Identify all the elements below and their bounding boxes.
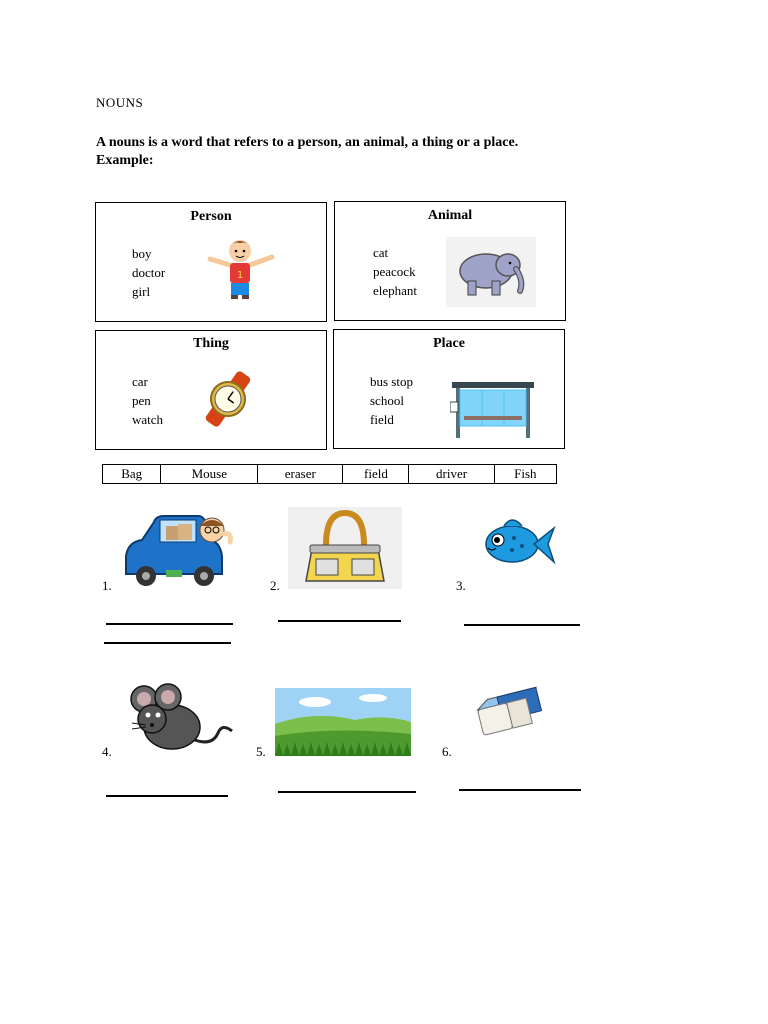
word-bank-item: Fish xyxy=(494,465,556,484)
page-title: NOUNS xyxy=(96,95,144,110)
category-title: Thing xyxy=(193,336,229,351)
exercise-number: 1. xyxy=(102,578,112,593)
word-list xyxy=(370,372,413,429)
eraser-picture xyxy=(466,672,556,744)
word-list xyxy=(373,243,417,300)
word: boy xyxy=(132,246,152,261)
answer-line[interactable] xyxy=(106,623,233,625)
word: bus stop xyxy=(370,374,413,389)
word-bank-item: Mouse xyxy=(161,465,258,484)
category-title: Place xyxy=(433,336,465,351)
exercise-number: 4. xyxy=(102,744,112,759)
word-list xyxy=(132,372,163,429)
word-bank-item: Bag xyxy=(103,465,161,484)
word: field xyxy=(370,412,394,427)
word: watch xyxy=(132,412,164,427)
category-title: Person xyxy=(190,209,232,224)
bus-stop-icon xyxy=(450,380,536,438)
category-box-animal xyxy=(334,201,566,321)
exercise-number: 2. xyxy=(270,578,280,593)
exercise-number: 5. xyxy=(256,744,266,759)
boy-icon xyxy=(202,235,278,301)
watch-icon xyxy=(194,369,262,429)
word-bank xyxy=(102,464,557,484)
answer-line[interactable] xyxy=(464,624,580,626)
mouse-picture xyxy=(122,683,234,755)
answer-line[interactable] xyxy=(278,791,416,793)
answer-line[interactable] xyxy=(278,620,401,622)
definition-text: A nouns is a word that refers to a person, an animal, a thing or a place. xyxy=(96,135,519,150)
answer-line[interactable] xyxy=(459,789,581,791)
category-title: Animal xyxy=(427,208,473,223)
word-list xyxy=(132,244,165,301)
word: elephant xyxy=(373,283,418,298)
word: doctor xyxy=(132,265,166,280)
word: car xyxy=(132,374,148,389)
word-bank-item: eraser xyxy=(258,465,343,484)
bag-picture xyxy=(288,507,402,589)
driver-in-car-picture xyxy=(120,512,234,588)
answer-line[interactable] xyxy=(104,642,231,644)
word: peacock xyxy=(373,264,416,279)
word: girl xyxy=(132,284,151,299)
category-box-thing xyxy=(95,330,327,450)
category-box-place xyxy=(333,329,565,449)
exercise-number: 3. xyxy=(456,578,466,593)
elephant-icon xyxy=(446,237,536,307)
intro-text xyxy=(96,134,518,170)
word-bank-item: driver xyxy=(409,465,494,484)
field-picture xyxy=(275,688,411,756)
exercise-number: 6. xyxy=(442,744,452,759)
svg-text:1: 1 xyxy=(236,270,244,281)
fish-picture xyxy=(476,510,558,576)
example-label: Example: xyxy=(96,153,154,168)
answer-line[interactable] xyxy=(106,795,228,797)
word: cat xyxy=(373,245,389,260)
word-bank-item: field xyxy=(343,465,409,484)
word: school xyxy=(370,393,404,408)
category-box-person xyxy=(95,202,327,322)
word: pen xyxy=(132,393,151,408)
